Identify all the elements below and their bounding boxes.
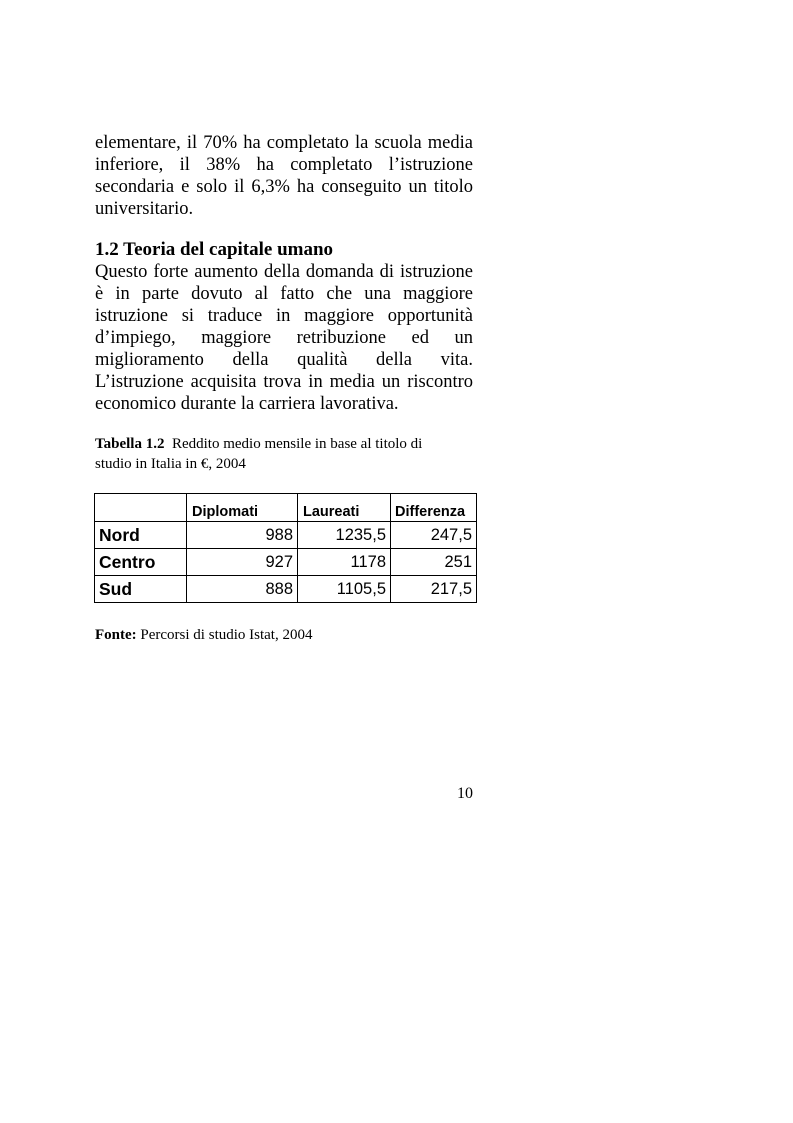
table-caption bbox=[95, 434, 473, 474]
source-text: Percorsi di studio Istat, 2004 bbox=[140, 627, 313, 643]
table-cell: 1178 bbox=[298, 549, 391, 576]
text-line: è in parte dovuto al fatto che una maggiore bbox=[95, 284, 473, 304]
body-paragraph-1 bbox=[95, 132, 473, 220]
table-header-row bbox=[95, 494, 477, 522]
page-number: 10 bbox=[457, 785, 473, 802]
income-table bbox=[94, 493, 477, 603]
column-header: Diplomati bbox=[187, 494, 298, 522]
caption-label: Tabella 1.2 bbox=[95, 436, 165, 452]
caption-text: Reddito medio mensile in base al titolo di bbox=[171, 436, 423, 452]
table-source bbox=[95, 625, 473, 645]
text-line: L’istruzione acquisita trova in media un riscontro bbox=[95, 372, 473, 392]
text-line: Questo forte aumento della domanda di istruzione bbox=[95, 262, 473, 282]
table-row bbox=[95, 549, 477, 576]
text-line: economico durante la carriera lavorativa. bbox=[95, 394, 399, 414]
table-cell: 217,5 bbox=[391, 576, 477, 603]
source-label: Fonte: bbox=[95, 627, 137, 643]
table-cell: 1105,5 bbox=[298, 576, 391, 603]
text-line: istruzione si traduce in maggiore opportunità bbox=[95, 306, 473, 326]
column-header: Laureati bbox=[298, 494, 391, 522]
body-paragraph-2 bbox=[95, 261, 473, 415]
table-row bbox=[95, 522, 477, 549]
table-cell: 888 bbox=[187, 576, 298, 603]
caption-line: studio in Italia in €, 2004 bbox=[95, 456, 246, 472]
text-line: secondaria e solo il 6,3% ha conseguito un titolo bbox=[95, 177, 473, 197]
table-row bbox=[95, 576, 477, 603]
corner-cell bbox=[95, 494, 187, 522]
row-label: Nord bbox=[95, 522, 187, 549]
row-label: Sud bbox=[95, 576, 187, 603]
caption-line bbox=[95, 434, 473, 454]
section-heading: 1.2 Teoria del capitale umano bbox=[95, 239, 334, 260]
table-cell: 927 bbox=[187, 549, 298, 576]
table-cell: 988 bbox=[187, 522, 298, 549]
text-line: d’impiego, maggiore retribuzione ed un bbox=[95, 328, 473, 348]
text-line: miglioramento della qualità della vita. bbox=[95, 350, 473, 370]
table-cell: 251 bbox=[391, 549, 477, 576]
text-line: elementare, il 70% ha completato la scuola media bbox=[95, 133, 473, 153]
text-line: universitario. bbox=[95, 199, 194, 219]
table-cell: 1235,5 bbox=[298, 522, 391, 549]
text-line: inferiore, il 38% ha completato l’istruzione bbox=[95, 155, 473, 175]
row-label: Centro bbox=[95, 549, 187, 576]
column-header: Differenza bbox=[391, 494, 477, 522]
table-cell: 247,5 bbox=[391, 522, 477, 549]
